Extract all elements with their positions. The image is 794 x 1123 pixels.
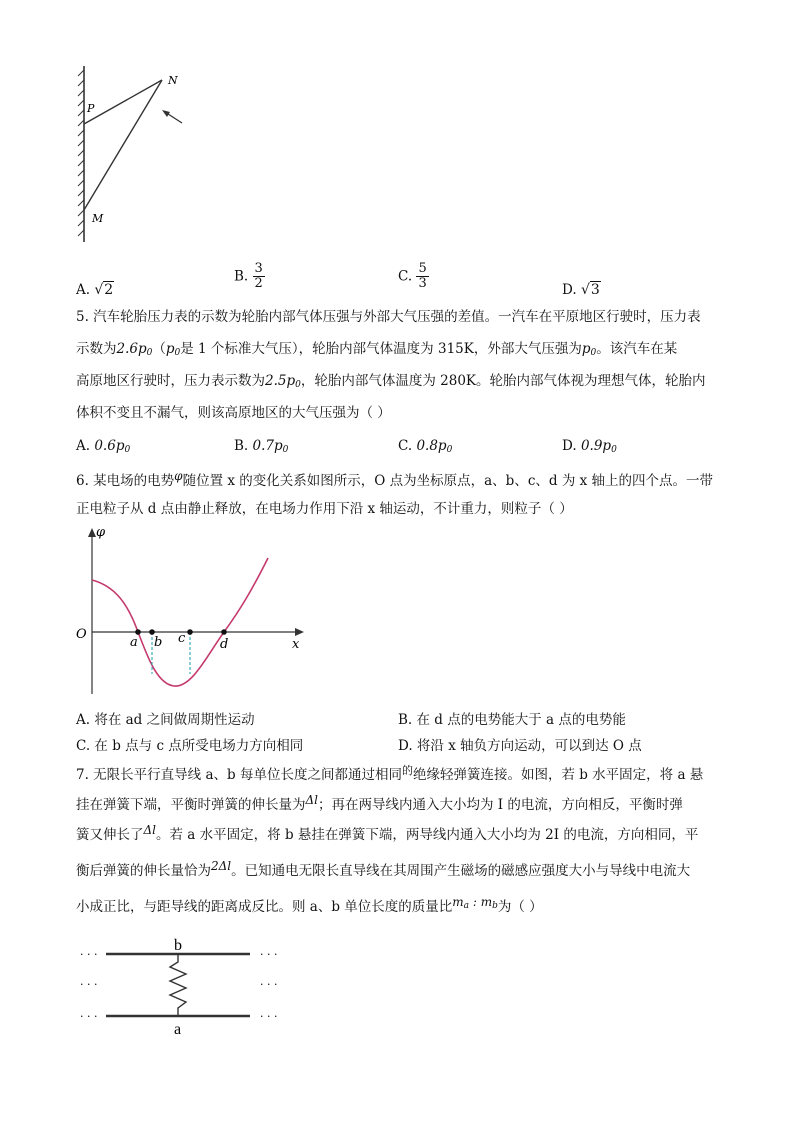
potential-graph [70,524,310,700]
dots-bottom-right: · · · [260,1010,278,1023]
point-b [149,629,155,635]
dots-top-left: · · · [80,948,98,961]
arrow-head-icon [162,110,170,117]
label-n: N [168,74,178,87]
q4-option-a: A. √2 [76,282,114,298]
q7-line-2: 挂在弹簧下端，平衡时弹簧的伸长量为Δl；再在两导线内通入大小均为 I 的电流，方向相反，平衡时弹 [76,793,683,813]
q5-line-2: 示数为2.6p0（p0是 1 个标准大气压），轮胎内部气体温度为 315K，外部大气压强为p0。该汽车在某 [76,341,678,358]
origin-label: O [76,627,87,642]
q6-line-2: 正电粒子从 d 点由静止释放，在电场力作用下沿 x 轴运动，不计重力，则粒子（ ） [76,501,573,517]
q7-line-1: 7. 无限长平行直导线 a、b 每单位长度之间都通过相同$^的$绝缘轻弹簧连接。如图，若 b 水平固定，将 a 悬 [76,764,704,783]
q4-option-d: D. √3 [562,282,600,298]
rod-wall-figure [70,60,200,250]
q6-line-1: 6. 某电场的电势φ随位置 x 的变化关系如图所示，O 点为坐标原点，a、b、c、d 为 x 轴上的四个点。一带 [76,469,714,489]
q7-line-3: 簧又伸长了Δl。若 a 水平固定，将 b 悬挂在弹簧下端，两导线内通入大小均为 2I 的电流，方向相同，平 [76,823,699,843]
q4-option-b: B. $\frac{3}{2}$ [234,261,263,291]
label-a: a [130,635,138,650]
string-pn [84,80,162,124]
point-d [221,629,227,635]
q6-option-b: B. 在 d 点的电势能大于 a 点的电势能 [398,712,626,728]
q5-line-4: 体积不变且不漏气，则该高原地区的大气压强为（ ） [76,405,391,421]
dots-bottom-left: · · · [80,1010,98,1023]
x-label: x [292,637,300,652]
q5-option-a: A. 0.6p0 [76,438,131,455]
q7-line-4: 衡后弹簧的伸长量恰为2Δl。已知通电无限长直导线在其周围产生磁场的磁感应强度大小与导线中电流大 [76,859,691,879]
q6-option-c: C. 在 b 点与 c 点所受电场力方向相同 [76,738,304,754]
q4-option-c: C. $\frac{5}{3}$ [398,261,427,291]
dots-mid-left: · · · [80,978,98,991]
label-p: P [87,102,95,115]
q5-line-3: 高原地区行驶时，压力表示数为2.5p0，轮胎内部气体温度为 280K。轮胎内部气体视为理想气体，轮胎内 [76,373,706,390]
label-c: c [178,631,186,646]
y-axis-arrow-icon [88,528,96,537]
dots-top-right: · · · [260,948,278,961]
q7-line-5: 小成正比，与距导线的距离成反比。则 a、b 单位长度的质量比ma : mb为（ ） [76,895,543,915]
wall-hatching [78,66,84,242]
x-axis-arrow-icon [295,628,304,636]
point-a [135,629,141,635]
q5-option-c: C. 0.8p0 [398,438,453,455]
potential-curve [92,558,268,686]
label-d: d [220,637,229,652]
q5-option-b: B. 0.7p0 [234,438,289,455]
q6-option-d: D. 将沿 x 轴负方向运动，可以到达 O 点 [398,738,642,754]
spring [170,954,186,1016]
y-label: φ [96,525,106,540]
rod-mn [84,80,162,210]
q5-option-d: D. 0.9p0 [562,438,617,455]
q5-line-1: 5. 汽车轮胎压力表的示数为轮胎内部气体压强与外部大气压强的差值。一汽车在平原地区行驶时，压力表 [76,309,701,325]
point-c [187,629,193,635]
wires-spring-figure [70,930,310,1042]
q6-option-a: A. 将在 ad 之间做周期性运动 [76,712,255,728]
dots-mid-right: · · · [260,978,278,991]
label-wire-b: b [174,937,182,954]
label-b: b [154,635,163,650]
label-wire-a: a [174,1021,182,1038]
label-m: M [92,212,104,225]
